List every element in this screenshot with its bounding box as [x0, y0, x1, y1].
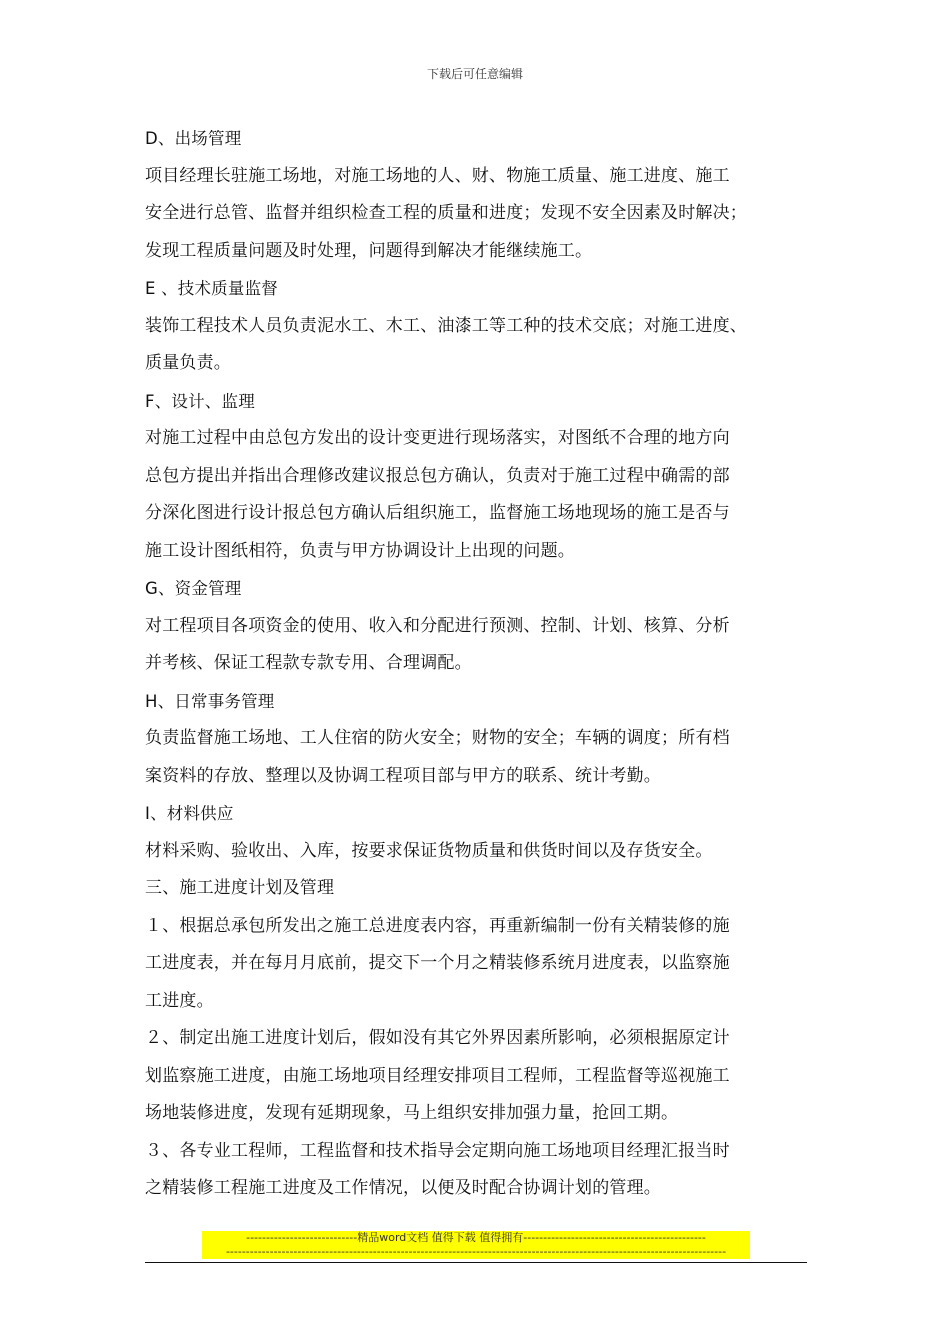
- text-line: 负责监督施工场地、工人住宿的防火安全；财物的安全；车辆的调度；所有档: [145, 728, 730, 748]
- text-line: 材料采购、验收出、入库，按要求保证货物质量和供货时间以及存货安全。: [145, 840, 713, 861]
- text-line: 发现工程质量问题及时处理，问题得到解决才能继续施工。: [145, 240, 593, 261]
- text-line: １、根据总承包所发出之施工总进度表内容，再重新编制一份有关精装修的施: [145, 915, 730, 936]
- text-line: ２、制定出施工进度计划后，假如没有其它外界因素所影响，必须根据原定计: [145, 1028, 730, 1048]
- text-line: 总包方提出并指出合理修改建议报总包方确认，负责对于施工过程中确需的部: [145, 465, 730, 486]
- text-line: 对施工过程中由总包方发出的设计变更进行现场落实，对图纸不合理的地方向: [145, 428, 730, 448]
- text-line: 分深化图进行设计报总包方确认后组织施工，监督施工场地现场的施工是否与: [145, 503, 730, 523]
- text-line: 安全进行总管、监督并组织检查工程的质量和进度；发现不安全因素及时解决；: [145, 203, 747, 223]
- text-line: 三、施工进度计划及管理: [145, 878, 335, 898]
- section-heading: E 、技术质量监督: [145, 279, 278, 298]
- footer-banner-line-1: ----------------------------精品word文档 值得下载 值得拥有----------------------------------------------: [246, 1231, 706, 1244]
- text-line: ３、各专业工程师，工程监督和技术指导会定期向施工场地项目经理汇报当时: [145, 1140, 730, 1161]
- text-line: 装饰工程技术人员负责泥水工、木工、油漆工等工种的技术交底；对施工进度、: [145, 315, 747, 336]
- footer-banner: [202, 1231, 750, 1259]
- text-line: 案资料的存放、整理以及协调工程项目部与甲方的联系、统计考勤。: [145, 765, 661, 786]
- footer-banner-line-2: ------------------------------------------------------------------------------------------------------------------------------: [225, 1245, 727, 1258]
- section-heading: D、出场管理: [145, 129, 242, 148]
- text-line: 施工设计图纸相符，负责与甲方协调设计上出现的问题。: [145, 540, 575, 561]
- text-line: 对工程项目各项资金的使用、收入和分配进行预测、控制、计划、核算、分析: [145, 615, 730, 636]
- text-line: 项目经理长驻施工场地，对施工场地的人、财、物施工质量、施工进度、施工: [145, 165, 730, 186]
- page-footer: [145, 1231, 807, 1263]
- text-line: 工进度。: [145, 990, 214, 1011]
- text-line: 场地装修进度，发现有延期现象，马上组织安排加强力量，抢回工期。: [145, 1103, 679, 1123]
- section-heading: I、材料供应: [145, 804, 234, 823]
- section-heading: G、资金管理: [145, 579, 242, 598]
- section-heading: F、设计、监理: [145, 391, 255, 411]
- text-line: 之精装修工程施工进度及工作情况，以便及时配合协调计划的管理。: [145, 1178, 661, 1198]
- footer-rule: [145, 1262, 807, 1263]
- section-heading: H、日常事务管理: [145, 691, 275, 711]
- page-header: 下载后可任意编辑: [426, 67, 523, 81]
- text-line: 划监察施工进度，由施工场地项目经理安排项目工程师，工程监督等巡视施工: [145, 1065, 730, 1086]
- text-line: 并考核、保证工程款专款专用、合理调配。: [145, 653, 472, 673]
- text-line: 工进度表，并在每月月底前，提交下一个月之精装修系统月进度表，以监察施: [145, 953, 730, 973]
- document-body: [145, 120, 810, 1208]
- text-line: 质量负责。: [145, 353, 231, 373]
